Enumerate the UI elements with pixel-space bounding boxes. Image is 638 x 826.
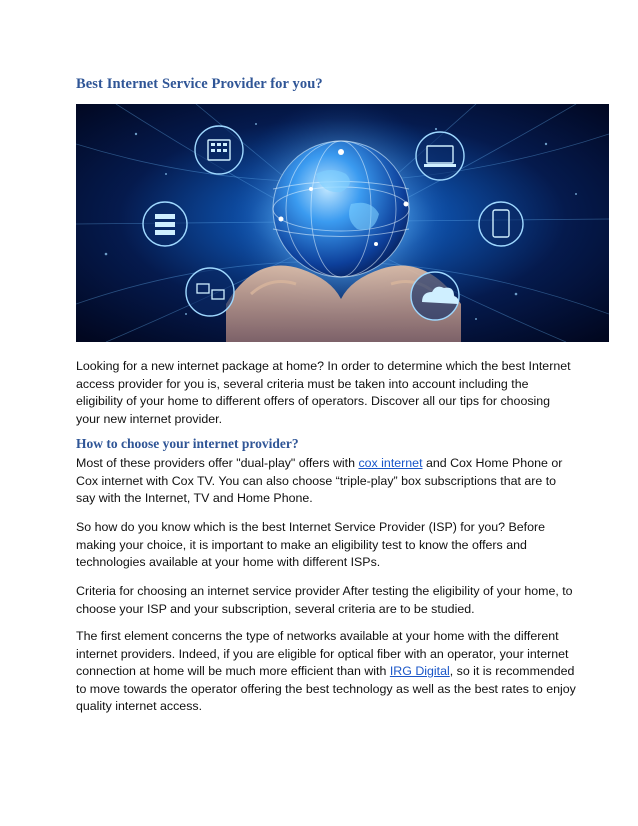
text-segment: The first element concerns the type of networks available at your home with the different internet providers. Indeed, if you are eligible for optical fiber with an operator, your internet connection at home will be much more efficient than with <box>76 629 569 678</box>
text-segment: , so it is recommended to move towards the operator offering the best technology as well as the best rates to enjoy quality internet access. <box>76 664 576 713</box>
section-heading: How to choose your internet provider? <box>76 436 299 451</box>
hero-image <box>76 104 609 342</box>
page-title: Best Internet Service Provider for you? <box>76 76 323 92</box>
paragraph-criteria: Criteria for choosing an internet service provider After testing the eligibility of your home, to choose your ISP and your subscription, several criteria are to be studied. <box>76 584 573 616</box>
text-segment: Most of these providers offer "dual-play" offers with <box>76 456 359 470</box>
cox-internet-link[interactable]: cox internet <box>358 456 423 470</box>
paragraph-dual-play <box>76 455 576 508</box>
text-segment: and Cox Home Phone or Cox internet with Cox TV. You can also choose “triple-play” box subscriptions that are to say with the Internet, TV and Home Phone. <box>76 456 563 505</box>
irg-digital-link[interactable]: IRG Digital <box>389 664 450 678</box>
globe-network-illustration <box>76 104 609 342</box>
paragraph-choose-isp: So how do you know which is the best Internet Service Provider (ISP) for you? Before making your choice, it is important to make an eligibility test to know the offers and technologies available at your home with different ISPs. <box>76 520 546 569</box>
paragraph-networks <box>76 628 576 716</box>
intro-paragraph: Looking for a new internet package at home? In order to determine which the best Internet access provider for you is, several criteria must be taken into account including the eligibility of your home to different offers of operators. Discover all our tips for choosing your new internet provider. <box>76 359 571 426</box>
